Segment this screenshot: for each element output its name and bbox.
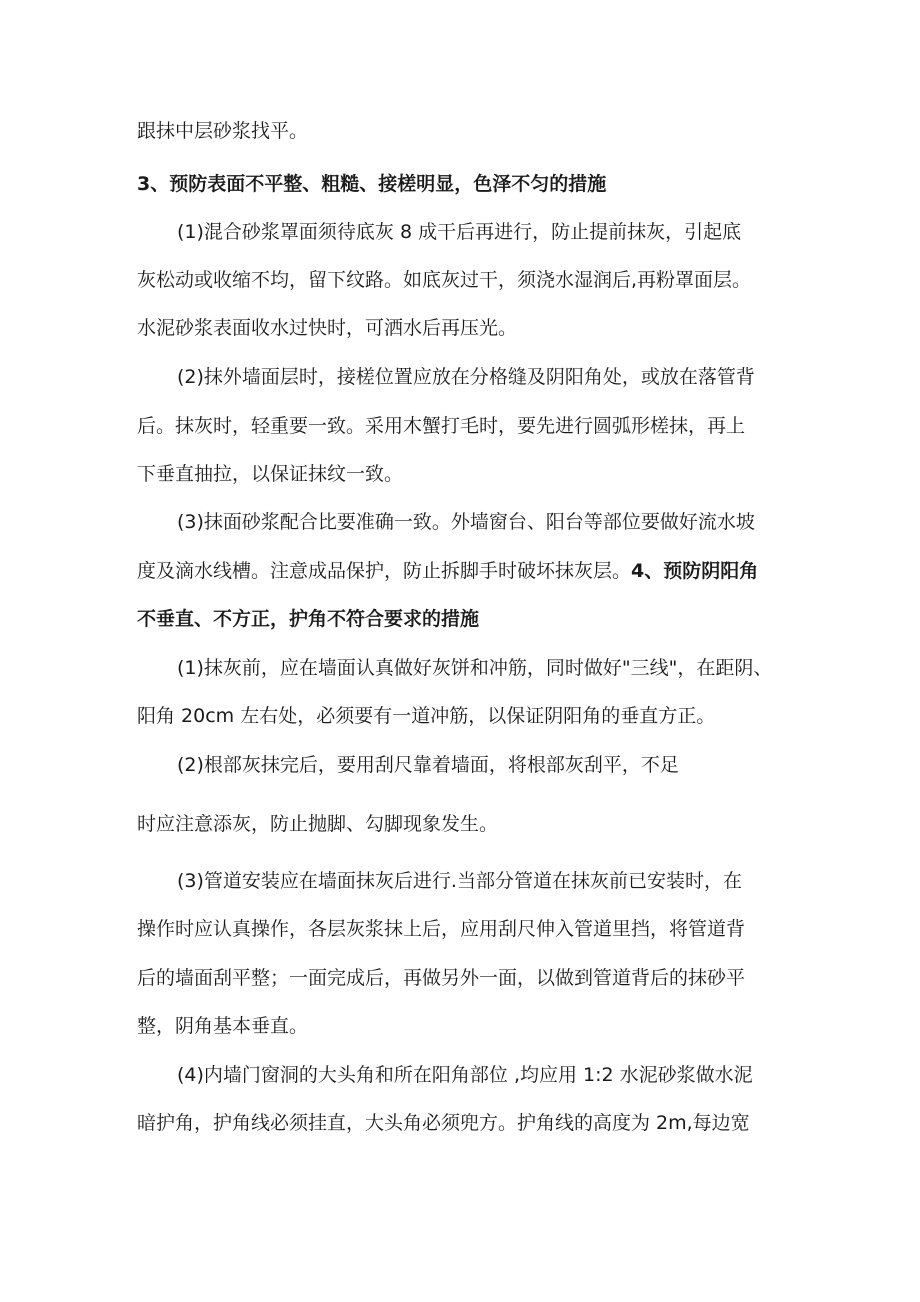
section-heading: 3、预防表面不平整、粗糙、接槎明显，色泽不匀的措施: [137, 173, 607, 195]
section-heading-start: 4、预防阴阳角: [631, 560, 759, 582]
text-line: 灰松动或收缩不均，留下纹路。如底灰过干，须浇水湿润后,再粉罩面层。: [137, 269, 752, 291]
text-line: 暗护角，护角线必须挂直，大头角必须兜方。护角线的高度为 2m,每边宽: [137, 1112, 750, 1134]
text-line: 下垂直抽拉，以保证抹纹一致。: [137, 463, 404, 485]
text-line: 后。抹灰时，轻重要一致。采用木蟹打毛时，要先进行圆弧形槎抹，再上: [137, 415, 746, 437]
text-line: (3)管道安装应在墙面抹灰后进行.当部分管道在抹灰前已安装时，在: [177, 870, 742, 892]
text-line: 时应注意添灰，防止抛脚、勾脚现象发生。: [137, 813, 499, 835]
text-segment: 度及滴水线槽。注意成品保护，防止拆脚手时破坏抹灰层。: [137, 560, 632, 582]
text-line: 后的墙面刮平整；一面完成后，再做另外一面，以做到管道背后的抹砂平: [137, 967, 746, 989]
text-line: (2)根部灰抹完后，要用刮尺靠着墙面，将根部灰刮平，不足: [177, 754, 679, 776]
text-line: (1)混合砂浆罩面须待底灰 8 成干后再进行，防止提前抹灰，引起底: [177, 221, 742, 243]
text-line: 操作时应认真操作，各层灰浆抹上后，应用刮尺伸入管道里挡，将管道背: [137, 918, 746, 940]
section-heading-end: 不垂直、不方正，护角不符合要求的措施: [137, 608, 480, 630]
text-line: (4)内墙门窗洞的大头角和所在阳角部位 ,均应用 1:2 水泥砂浆做水泥: [177, 1064, 753, 1086]
text-line: 水泥砂浆表面收水过快时，可洒水后再压光。: [137, 317, 518, 339]
text-line: (1)抹灰前，应在墙面认真做好灰饼和冲筋，同时做好"三线"，在距阴、: [177, 657, 773, 679]
text-line: 跟抹中层砂浆找平。: [137, 120, 309, 142]
text-line: (3)抹面砂浆配合比要准确一致。外墙窗台、阳台等部位要做好流水坡: [177, 511, 755, 533]
text-line: [137, 559, 758, 583]
text-line: 阳角 20cm 左右处，必须要有一道冲筋，以保证阴阳角的垂直方正。: [137, 705, 716, 727]
text-line: 整，阴角基本垂直。: [137, 1015, 309, 1037]
text-line: (2)抹外墙面层时，接槎位置应放在分格缝及阴阳角处，或放在落管背: [177, 366, 755, 388]
